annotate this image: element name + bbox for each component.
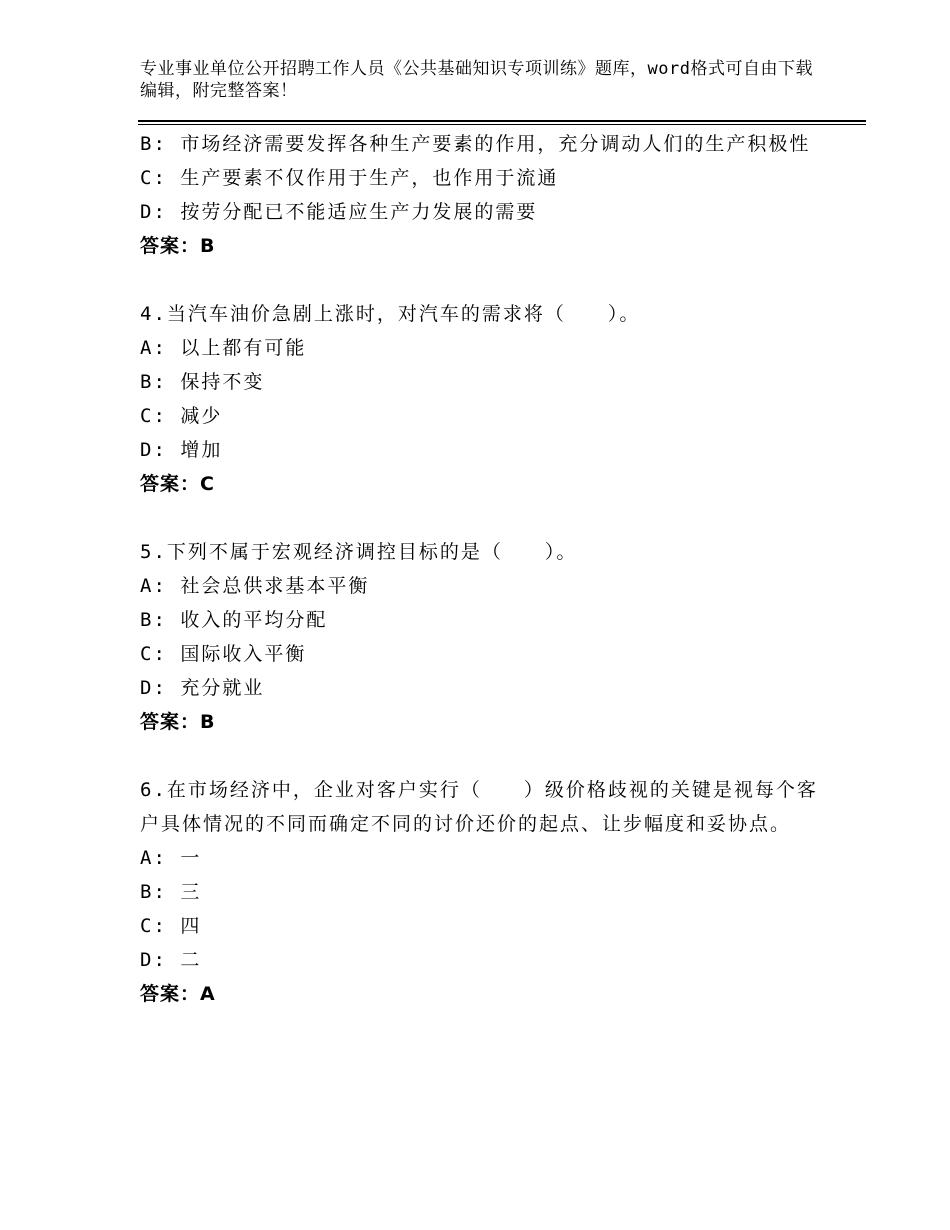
question-text: 4.当汽车油价急剧上涨时，对汽车的需求将（ ）。 bbox=[140, 303, 641, 325]
question-list bbox=[140, 127, 820, 1011]
question-continuation bbox=[140, 127, 820, 263]
option-b: B: 收入的平均分配 bbox=[140, 609, 328, 631]
option-c: C: 国际收入平衡 bbox=[140, 643, 307, 665]
answer-line: 答案：A bbox=[140, 983, 216, 1005]
option-d: D: 二 bbox=[140, 949, 202, 971]
option-d: D: 按劳分配已不能适应生产力发展的需要 bbox=[140, 201, 538, 223]
option-b: B: 保持不变 bbox=[140, 371, 265, 393]
answer-line: 答案：B bbox=[140, 235, 216, 257]
spacer bbox=[140, 501, 820, 535]
spacer bbox=[140, 263, 820, 297]
document-header: 专业事业单位公开招聘工作人员《公共基础知识专项训练》题库，word格式可自由下载编辑，附完整答案！ bbox=[140, 59, 813, 101]
answer-line: 答案：B bbox=[140, 711, 216, 733]
header-rule-thick bbox=[138, 120, 866, 122]
option-a: A: 一 bbox=[140, 847, 202, 869]
question-5 bbox=[140, 535, 820, 739]
answer-line: 答案：C bbox=[140, 473, 215, 495]
option-a: A: 社会总供求基本平衡 bbox=[140, 575, 370, 597]
question-6 bbox=[140, 773, 820, 1011]
header-rule-thin bbox=[138, 124, 866, 125]
question-text: 5.下列不属于宏观经济调控目标的是（ ）。 bbox=[140, 541, 578, 563]
option-b: B: 市场经济需要发挥各种生产要素的作用，充分调动人们的生产积极性 bbox=[140, 133, 811, 155]
option-c: C: 四 bbox=[140, 915, 202, 937]
option-c: C: 生产要素不仅作用于生产，也作用于流通 bbox=[140, 167, 559, 189]
spacer bbox=[140, 739, 820, 773]
option-a: A: 以上都有可能 bbox=[140, 337, 307, 359]
question-text: 6.在市场经济中，企业对客户实行（ ）级价格歧视的关键是视每个客户具体情况的不同而确定不同的讨价还价的起点、让步幅度和妥协点。 bbox=[140, 779, 818, 835]
option-d: D: 充分就业 bbox=[140, 677, 265, 699]
option-d: D: 增加 bbox=[140, 439, 223, 461]
option-b: B: 三 bbox=[140, 881, 202, 903]
question-4 bbox=[140, 297, 820, 501]
option-c: C: 减少 bbox=[140, 405, 223, 427]
